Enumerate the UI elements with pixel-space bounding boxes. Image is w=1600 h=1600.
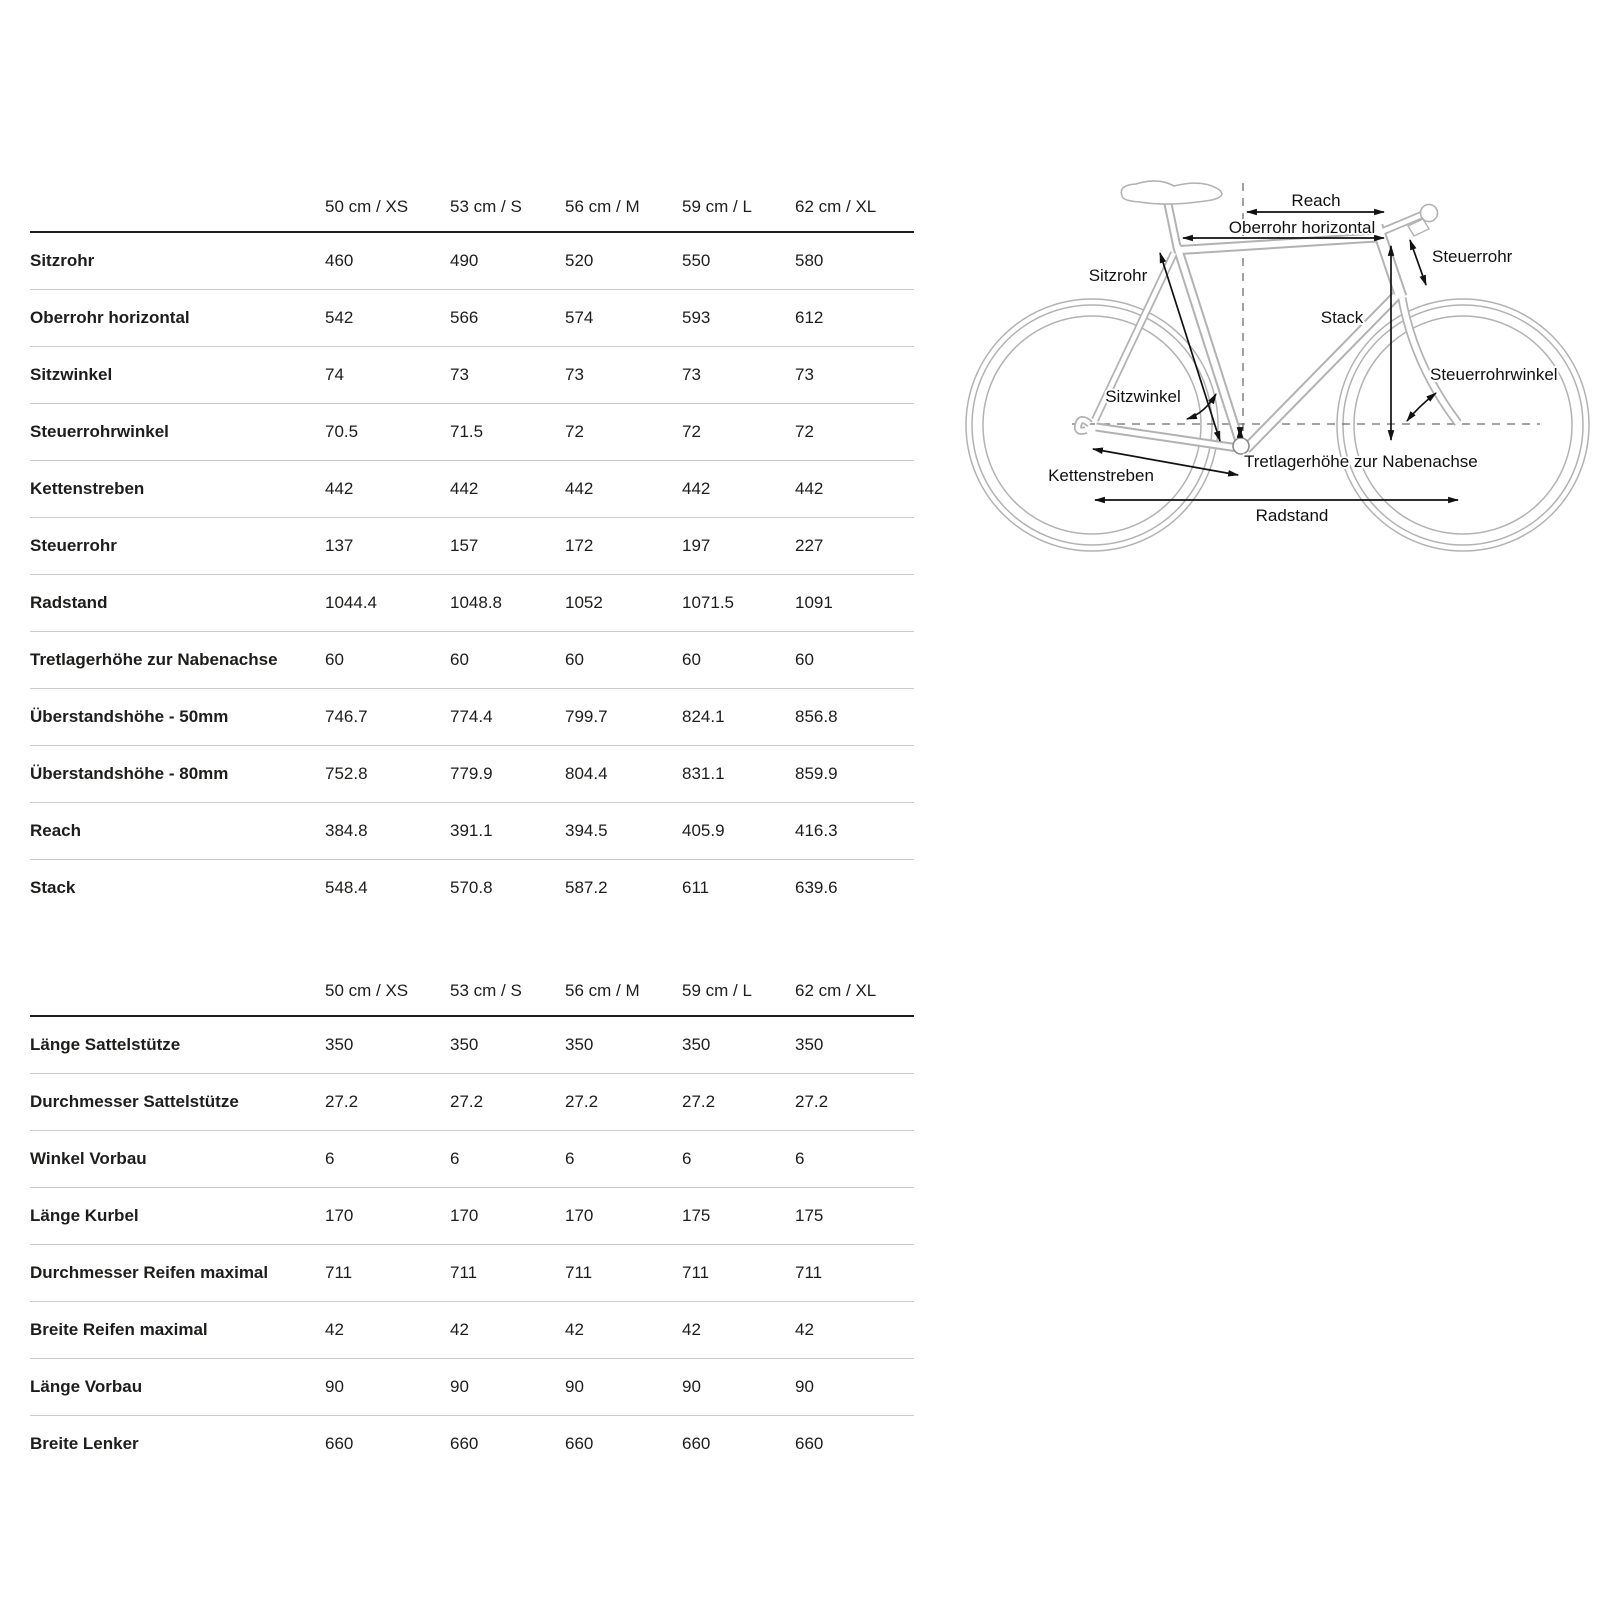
geometry-value: 90 (325, 1376, 344, 1396)
geometry-row (30, 1131, 914, 1188)
geometry-row (30, 746, 914, 803)
geometry-row-label: Kettenstreben (30, 478, 145, 498)
geometry-section-components (30, 1017, 914, 1473)
geometry-value: 170 (565, 1205, 594, 1225)
geometry-value: 73 (795, 364, 814, 384)
geometry-value: 27.2 (682, 1091, 716, 1111)
geometry-row-label: Breite Lenker (30, 1434, 139, 1454)
geometry-value: 60 (565, 649, 584, 669)
geometry-value: 804.4 (565, 763, 608, 783)
geometry-value: 6 (682, 1148, 692, 1168)
geometry-value: 74 (325, 364, 344, 384)
size-header-row-2 (30, 953, 914, 1017)
size-header-m: 56 cm / M (565, 980, 640, 1000)
geometry-row (30, 1302, 914, 1359)
geometry-value: 442 (565, 478, 594, 498)
geometry-row-label: Breite Reifen maximal (30, 1319, 208, 1339)
geometry-table (30, 170, 914, 1473)
geometry-value: 73 (565, 364, 584, 384)
geometry-value: 856.8 (795, 706, 838, 726)
geometry-value: 542 (325, 307, 354, 327)
geometry-value: 170 (325, 1205, 354, 1225)
diagram-label-radstand: Radstand (1255, 506, 1329, 525)
geometry-value: 175 (682, 1205, 711, 1225)
geometry-row-label: Länge Kurbel (30, 1205, 139, 1225)
geometry-value: 42 (795, 1319, 814, 1339)
geometry-value: 1044.4 (325, 592, 377, 612)
geometry-value: 42 (682, 1319, 701, 1339)
geometry-row-label: Winkel Vorbau (30, 1148, 147, 1168)
geometry-value: 660 (325, 1434, 354, 1454)
geometry-value: 42 (325, 1319, 344, 1339)
geometry-row-label: Oberrohr horizontal (30, 307, 190, 327)
geometry-value: 711 (682, 1262, 710, 1282)
geometry-value: 580 (795, 250, 824, 270)
diagram-label-reach: Reach (1291, 191, 1341, 210)
geometry-value: 90 (565, 1376, 584, 1396)
geometry-value: 157 (450, 535, 479, 555)
diagram-label-kettenstreben: Kettenstreben (1048, 466, 1154, 485)
geometry-value: 711 (450, 1262, 478, 1282)
geometry-value: 711 (325, 1262, 353, 1282)
geometry-value: 73 (682, 364, 701, 384)
geometry-row (30, 1245, 914, 1302)
geometry-value: 442 (450, 478, 479, 498)
geometry-value: 27.2 (795, 1091, 829, 1111)
geometry-value: 1052 (565, 592, 603, 612)
geometry-value: 660 (565, 1434, 594, 1454)
geometry-row-label: Sitzwinkel (30, 364, 113, 384)
geometry-row (30, 632, 914, 689)
geometry-value: 611 (682, 878, 710, 898)
geometry-value: 350 (682, 1034, 711, 1054)
geometry-value: 574 (565, 307, 594, 327)
geometry-value: 197 (682, 535, 711, 555)
geometry-value: 60 (682, 649, 701, 669)
geometry-value: 350 (325, 1034, 354, 1054)
geometry-value: 639.6 (795, 878, 838, 898)
diagram-label-stack: Stack (1320, 308, 1364, 327)
geometry-row-label: Steuerrohrwinkel (30, 421, 169, 441)
geometry-value: 394.5 (565, 820, 608, 840)
geometry-value: 490 (450, 250, 479, 270)
geometry-row (30, 1074, 914, 1131)
geometry-row (30, 461, 914, 518)
geometry-value: 170 (450, 1205, 479, 1225)
size-header-l: 59 cm / L (682, 196, 752, 216)
geometry-row-label: Überstandshöhe - 80mm (30, 763, 229, 783)
geometry-row (30, 803, 914, 860)
geometry-value: 350 (565, 1034, 594, 1054)
geometry-row-label: Stack (30, 878, 76, 898)
bike-geometry-diagram (948, 158, 1600, 588)
geometry-value: 6 (450, 1148, 460, 1168)
geometry-value: 90 (682, 1376, 701, 1396)
size-header-row-1 (30, 170, 914, 233)
geometry-value: 73 (450, 364, 469, 384)
saddle (1121, 181, 1222, 204)
steuerrohrwinkel-arc (1407, 393, 1436, 421)
geometry-row (30, 1188, 914, 1245)
size-header-s: 53 cm / S (450, 980, 522, 1000)
geometry-value: 831.1 (682, 763, 725, 783)
geometry-value: 550 (682, 250, 711, 270)
geometry-value: 72 (565, 421, 584, 441)
geometry-row-label: Tretlagerhöhe zur Nabenachse (30, 649, 278, 669)
geometry-value: 6 (795, 1148, 805, 1168)
geometry-value: 520 (565, 250, 594, 270)
geometry-value: 350 (795, 1034, 824, 1054)
geometry-value: 72 (682, 421, 701, 441)
geometry-value: 27.2 (450, 1091, 484, 1111)
geometry-row (30, 347, 914, 404)
geometry-row-label: Steuerrohr (30, 535, 117, 555)
steuerrohr-arrow (1410, 240, 1426, 285)
geometry-value: 27.2 (565, 1091, 599, 1111)
geometry-value: 548.4 (325, 878, 368, 898)
geometry-row (30, 1416, 914, 1473)
geometry-value: 384.8 (325, 820, 368, 840)
geometry-row-label: Reach (30, 820, 82, 840)
diagram-label-sitzwinkel: Sitzwinkel (1105, 387, 1181, 406)
geometry-value: 711 (565, 1262, 593, 1282)
geometry-value: 42 (450, 1319, 469, 1339)
geometry-value: 442 (682, 478, 711, 498)
geometry-row-label: Überstandshöhe - 50mm (30, 706, 229, 726)
geometry-value: 172 (565, 535, 594, 555)
size-header-s: 53 cm / S (450, 196, 522, 216)
geometry-value: 70.5 (325, 421, 359, 441)
geometry-value: 60 (795, 649, 814, 669)
geometry-value: 137 (325, 535, 354, 555)
geometry-value: 442 (325, 478, 354, 498)
size-header-xs: 50 cm / XS (325, 196, 409, 216)
geometry-value: 711 (795, 1262, 823, 1282)
geometry-value: 746.7 (325, 706, 368, 726)
geometry-value: 570.8 (450, 878, 493, 898)
geometry-value: 6 (565, 1148, 575, 1168)
size-header-xs: 50 cm / XS (325, 980, 409, 1000)
geometry-row (30, 689, 914, 746)
geometry-row (30, 860, 914, 917)
geometry-value: 799.7 (565, 706, 608, 726)
diagram-label-oberrohr: Oberrohr horizontal (1228, 218, 1376, 237)
geometry-value: 587.2 (565, 878, 608, 898)
geometry-row (30, 290, 914, 347)
geometry-value: 660 (450, 1434, 479, 1454)
geometry-row (30, 575, 914, 632)
geometry-value: 90 (795, 1376, 814, 1396)
geometry-value: 1048.8 (450, 592, 502, 612)
diagram-label-steuerrohr: Steuerrohr (1432, 247, 1513, 266)
geometry-value: 774.4 (450, 706, 493, 726)
geometry-value: 442 (795, 478, 824, 498)
front-wheel (1337, 299, 1589, 551)
geometry-row (30, 1359, 914, 1416)
geometry-row-label: Durchmesser Reifen maximal (30, 1262, 269, 1282)
geometry-value: 660 (682, 1434, 711, 1454)
geometry-value: 6 (325, 1148, 335, 1168)
geometry-value: 27.2 (325, 1091, 359, 1111)
geometry-row (30, 1017, 914, 1074)
geometry-value: 350 (450, 1034, 479, 1054)
geometry-value: 405.9 (682, 820, 725, 840)
diagram-label-tretlagerhoehe: Tretlagerhöhe zur Nabenachse (1244, 452, 1478, 471)
diagram-label-steuerrohrwinkel: Steuerrohrwinkel (1430, 365, 1558, 384)
geometry-value: 60 (450, 649, 469, 669)
geometry-row-label: Länge Vorbau (30, 1376, 143, 1396)
rear-wheel (966, 299, 1218, 551)
geometry-row (30, 404, 914, 461)
geometry-value: 1091 (795, 592, 833, 612)
geometry-value: 859.9 (795, 763, 838, 783)
geometry-value: 175 (795, 1205, 824, 1225)
geometry-section-frame (30, 233, 914, 917)
geometry-value: 416.3 (795, 820, 838, 840)
geometry-value: 824.1 (682, 706, 725, 726)
geometry-row-label: Länge Sattelstütze (30, 1034, 181, 1054)
size-header-xl: 62 cm / XL (795, 196, 877, 216)
geometry-value: 460 (325, 250, 354, 270)
geometry-value: 60 (325, 649, 344, 669)
geometry-row (30, 233, 914, 290)
geometry-value: 779.9 (450, 763, 493, 783)
geometry-value: 391.1 (450, 820, 493, 840)
geometry-row-label: Durchmesser Sattelstütze (30, 1091, 239, 1111)
size-header-l: 59 cm / L (682, 980, 752, 1000)
geometry-value: 71.5 (450, 421, 484, 441)
geometry-value: 593 (682, 307, 711, 327)
size-header-m: 56 cm / M (565, 196, 640, 216)
geometry-value: 612 (795, 307, 824, 327)
geometry-row (30, 518, 914, 575)
geometry-value: 42 (565, 1319, 584, 1339)
geometry-value: 90 (450, 1376, 469, 1396)
size-header-xl: 62 cm / XL (795, 980, 877, 1000)
geometry-value: 1071.5 (682, 592, 734, 612)
geometry-value: 72 (795, 421, 814, 441)
diagram-label-sitzrohr: Sitzrohr (1088, 266, 1148, 285)
geometry-row-label: Radstand (30, 592, 108, 612)
geometry-value: 227 (795, 535, 824, 555)
geometry-value: 660 (795, 1434, 824, 1454)
geometry-value: 752.8 (325, 763, 368, 783)
geometry-row-label: Sitzrohr (30, 250, 95, 270)
geometry-value: 566 (450, 307, 479, 327)
